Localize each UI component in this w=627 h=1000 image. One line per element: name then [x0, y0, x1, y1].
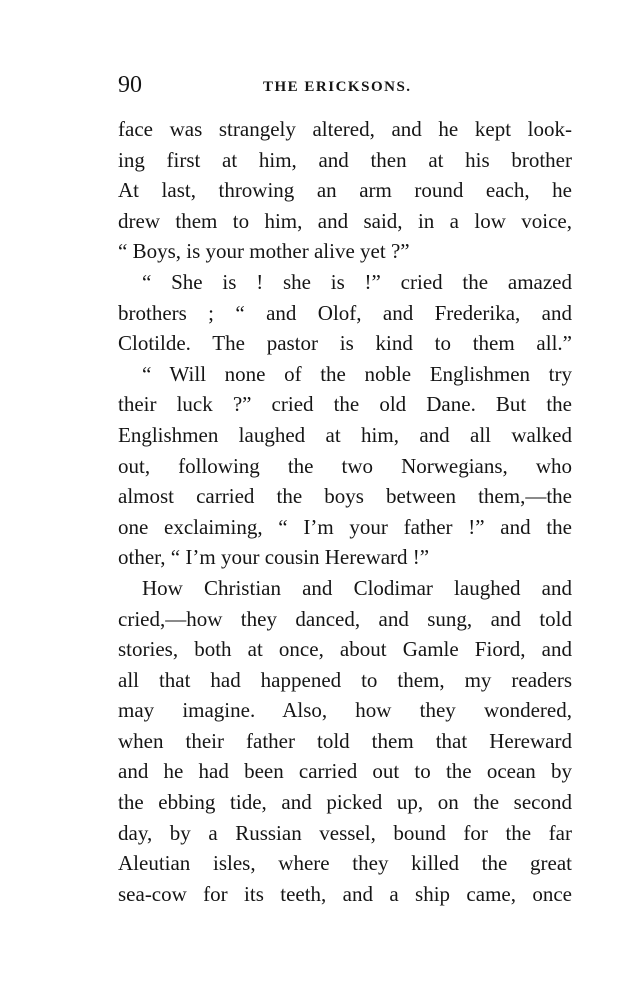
text-line: day, by a Russian vessel, bound for the far [118, 820, 572, 845]
text-line: stories, both at once, about Gamle Fiord, and [118, 637, 572, 662]
text-line: brothers ; “ and Olof, and Frederika, and [118, 300, 572, 325]
running-head: THE ERICKSONS. [263, 79, 412, 95]
text-line: “ She is ! she is !” cried the amazed [142, 269, 572, 294]
text-line: all that had happened to them, my readers [118, 667, 572, 692]
text-line: “ Will none of the noble Englishmen try [142, 361, 572, 386]
page-header [118, 70, 572, 106]
text-line: face was strangely altered, and he kept look- [118, 117, 572, 141]
text-line: How Christian and Clodimar laughed and [142, 575, 572, 600]
text-line: other, “ I’m your cousin Hereward !” [118, 545, 430, 570]
text-line: almost carried the boys between them,—the [118, 484, 572, 509]
text-line: when their father told them that Hereward [118, 728, 572, 753]
text-line: their luck ?” cried the old Dane. But the [118, 392, 572, 417]
text-line: ing first at him, and then at his brother [118, 147, 572, 172]
text-line: may imagine. Also, how they wondered, [118, 698, 572, 723]
text-line: and he had been carried out to the ocean by [118, 759, 572, 784]
text-line: Aleutian isles, where they killed the great [118, 851, 572, 876]
text-line: the ebbing tide, and picked up, on the second [118, 790, 572, 815]
text-line: drew them to him, and said, in a low voice, [118, 208, 572, 233]
body-text [118, 114, 572, 909]
text-line: out, following the two Norwegians, who [118, 453, 572, 478]
text-line: cried,—how they danced, and sung, and told [118, 606, 572, 631]
text-line: Englishmen laughed at him, and all walked [118, 422, 572, 447]
text-line: one exclaiming, “ I’m your father !” and the [118, 514, 572, 539]
text-line: sea-cow for its teeth, and a ship came, once [118, 881, 572, 906]
text-line: At last, throwing an arm round each, he [118, 178, 572, 203]
page-number: 90 [118, 72, 142, 98]
text-line: Clotilde. The pastor is kind to them all.” [118, 331, 572, 356]
text-line: “ Boys, is your mother alive yet ?” [118, 239, 410, 264]
